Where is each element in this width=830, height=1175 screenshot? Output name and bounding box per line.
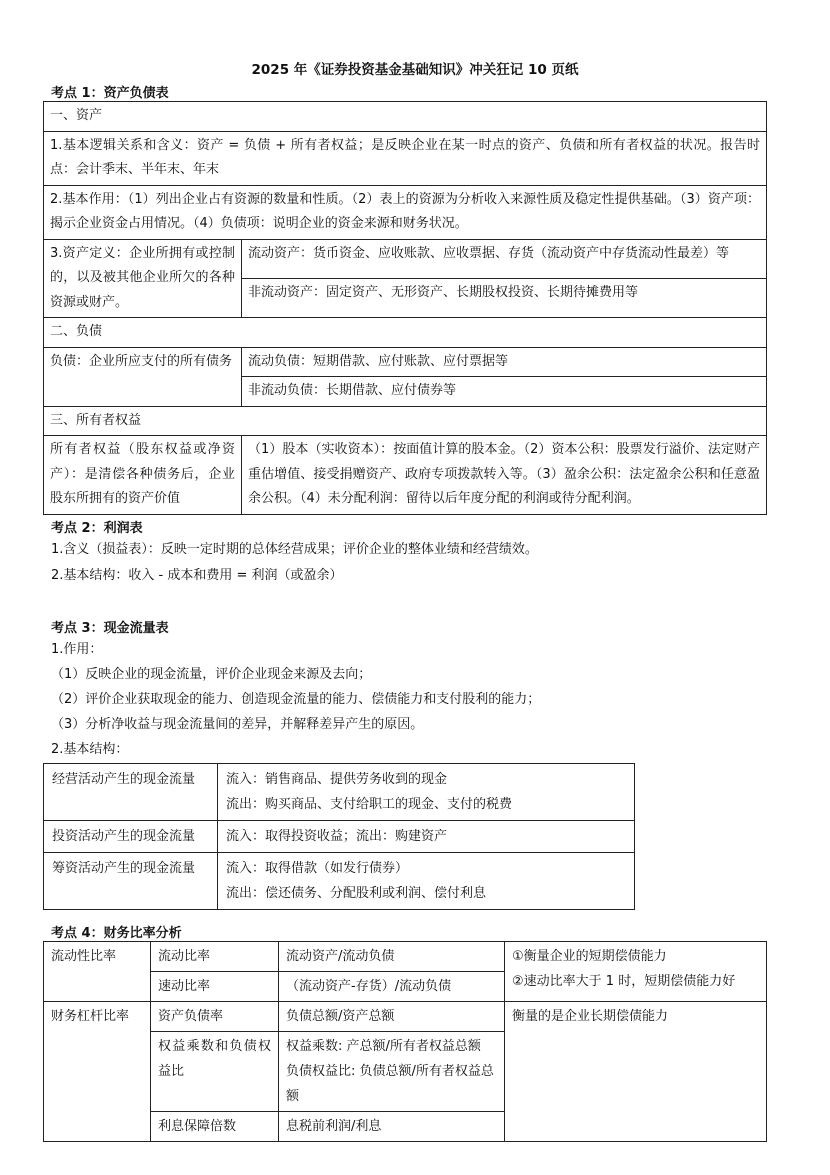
assets-function: 2.基本作用：（1）列出企业占有资源的数量和性质。（2）表上的资源为分析收入来源性质及稳定性提供基础。（3）资产项：揭示企业资金占用情况。（4）负债项：说明企业的资金来源和财务状况。 <box>44 185 767 239</box>
liquidity-note-1: ①衡量企业的短期偿债能力 <box>512 949 667 964</box>
table-row-detail <box>218 821 635 853</box>
current-ratio-name: 流动比率 <box>151 942 279 972</box>
equity-header: 三、所有者权益 <box>44 406 767 436</box>
cashflow-purpose-2: （2）评价企业获取现金的能力、创造现金流量的能力、偿债能力和支付股利的能力； <box>51 692 541 707</box>
liabilities-header: 二、负债 <box>44 318 767 348</box>
equity-multiplier-formula: 权益乘数: 产总额/所有者权益总额 <box>286 1039 481 1054</box>
liquidity-note-2: ②速动比率大于 1 时，短期偿债能力好 <box>512 974 736 989</box>
table-row-label: 经营活动产生的现金流量 <box>44 764 218 821</box>
noncurrent-liabilities-cell: 非流动负债：长期借款、应付债券等 <box>242 377 767 407</box>
cashflow-structure-label: 2.基本结构： <box>51 742 129 757</box>
cash-inflow: 流入：取得投资收益；流出：购建资产 <box>226 829 448 844</box>
equity-items-cell: （1）股本（实收资本）：按面值计算的股本金。（2）资本公积：股票发行溢价、法定财产重估增值、接受捐赠资产、政府专项拨款转入等。（3）盈余公积：法定盈余公积和任意盈余公积。（4）未分配利润：留待以后年度分配的利润或待分配利润。 <box>242 436 767 515</box>
current-assets-cell: 流动资产：货币资金、应收账款、应收票据、存货（流动资产中存货流动性最差）等 <box>242 239 767 278</box>
table-row-label: 投资活动产生的现金流量 <box>44 821 218 853</box>
income-structure: 2.基本结构：收入 - 成本和费用 = 利润（或盈余） <box>51 568 343 583</box>
current-ratio-formula: 流动资产/流动负债 <box>279 942 505 972</box>
cash-outflow: 流出：偿还债务、分配股利或利润、偿付利息 <box>226 886 487 901</box>
section-heading-balance-sheet: 考点 1：资产负债表 <box>51 86 169 101</box>
section-heading-income-statement: 考点 2：利润表 <box>51 521 143 536</box>
assets-header: 一、资产 <box>44 102 767 132</box>
ratio-table <box>43 941 767 1142</box>
liquidity-category: 流动性比率 <box>44 942 151 1002</box>
table-row-detail <box>218 853 635 910</box>
section-heading-ratio-analysis: 考点 4：财务比率分析 <box>51 926 182 941</box>
asset-definition-cell: 3.资产定义：企业所拥有或控制的，以及被其他企业所欠的各种资源或财产。 <box>44 239 242 318</box>
income-meaning: 1.含义（损益表）：反映一定时期的总体经营成果；评价企业的整体业绩和经营绩效。 <box>51 542 538 557</box>
cashflow-purpose-label: 1.作用： <box>51 642 103 657</box>
liquidity-notes <box>505 942 767 1002</box>
liability-definition-cell: 负债：企业所应支付的所有债务 <box>44 347 242 406</box>
debt-ratio-formula: 负债总额/资产总额 <box>279 1002 505 1032</box>
cashflow-purpose-3: （3）分析净收益与现金流量间的差异，并解释差异产生的原因。 <box>51 717 424 732</box>
quick-ratio-formula: （流动资产-存货）/流动负债 <box>279 972 505 1002</box>
leverage-note: 衡量的是企业长期偿债能力 <box>505 1002 767 1142</box>
section-heading-cash-flow: 考点 3：现金流量表 <box>51 621 169 636</box>
multiplier-formulas <box>279 1032 505 1112</box>
multiplier-name: 权益乘数和负债权益比 <box>151 1032 279 1112</box>
quick-ratio-name: 速动比率 <box>151 972 279 1002</box>
current-liabilities-cell: 流动负债：短期借款、应付账款、应付票据等 <box>242 347 767 377</box>
cash-inflow: 流入：销售商品、提供劳务收到的现金 <box>226 772 448 787</box>
assets-definition: 1.基本逻辑关系和含义：资产 = 负债 + 所有者权益；是反映企业在某一时点的资产、负债和所有者权益的状况。报告时点：会计季末、半年末、年末 <box>44 131 767 185</box>
interest-cover-name: 利息保障倍数 <box>151 1112 279 1142</box>
table-row-label: 筹资活动产生的现金流量 <box>44 853 218 910</box>
cashflow-purpose-1: （1）反映企业的现金流量，评价企业现金来源及去向； <box>51 667 372 682</box>
table-row-detail <box>218 764 635 821</box>
equity-definition-cell: 所有者权益（股东权益或净资产）：是清偿各种债务后，企业股东所拥有的资产价值 <box>44 436 242 515</box>
cash-inflow: 流入：取得借款（如发行债券） <box>226 861 409 876</box>
cash-flow-table <box>43 763 635 910</box>
leverage-category: 财务杠杆比率 <box>44 1002 151 1142</box>
noncurrent-assets-cell: 非流动资产：固定资产、无形资产、长期股权投资、长期待摊费用等 <box>242 278 767 317</box>
page-title: 2025 年《证券投资基金基础知识》冲关狂记 10 页纸 <box>251 62 579 78</box>
cash-outflow: 流出：购买商品、支付给职工的现金、支付的税费 <box>226 797 513 812</box>
balance-sheet-table <box>43 101 767 515</box>
debt-equity-formula: 负债权益比: 负债总额/所有者权益总额 <box>286 1064 494 1104</box>
debt-ratio-name: 资产负债率 <box>151 1002 279 1032</box>
interest-cover-formula: 息税前利润/利息 <box>279 1112 505 1142</box>
